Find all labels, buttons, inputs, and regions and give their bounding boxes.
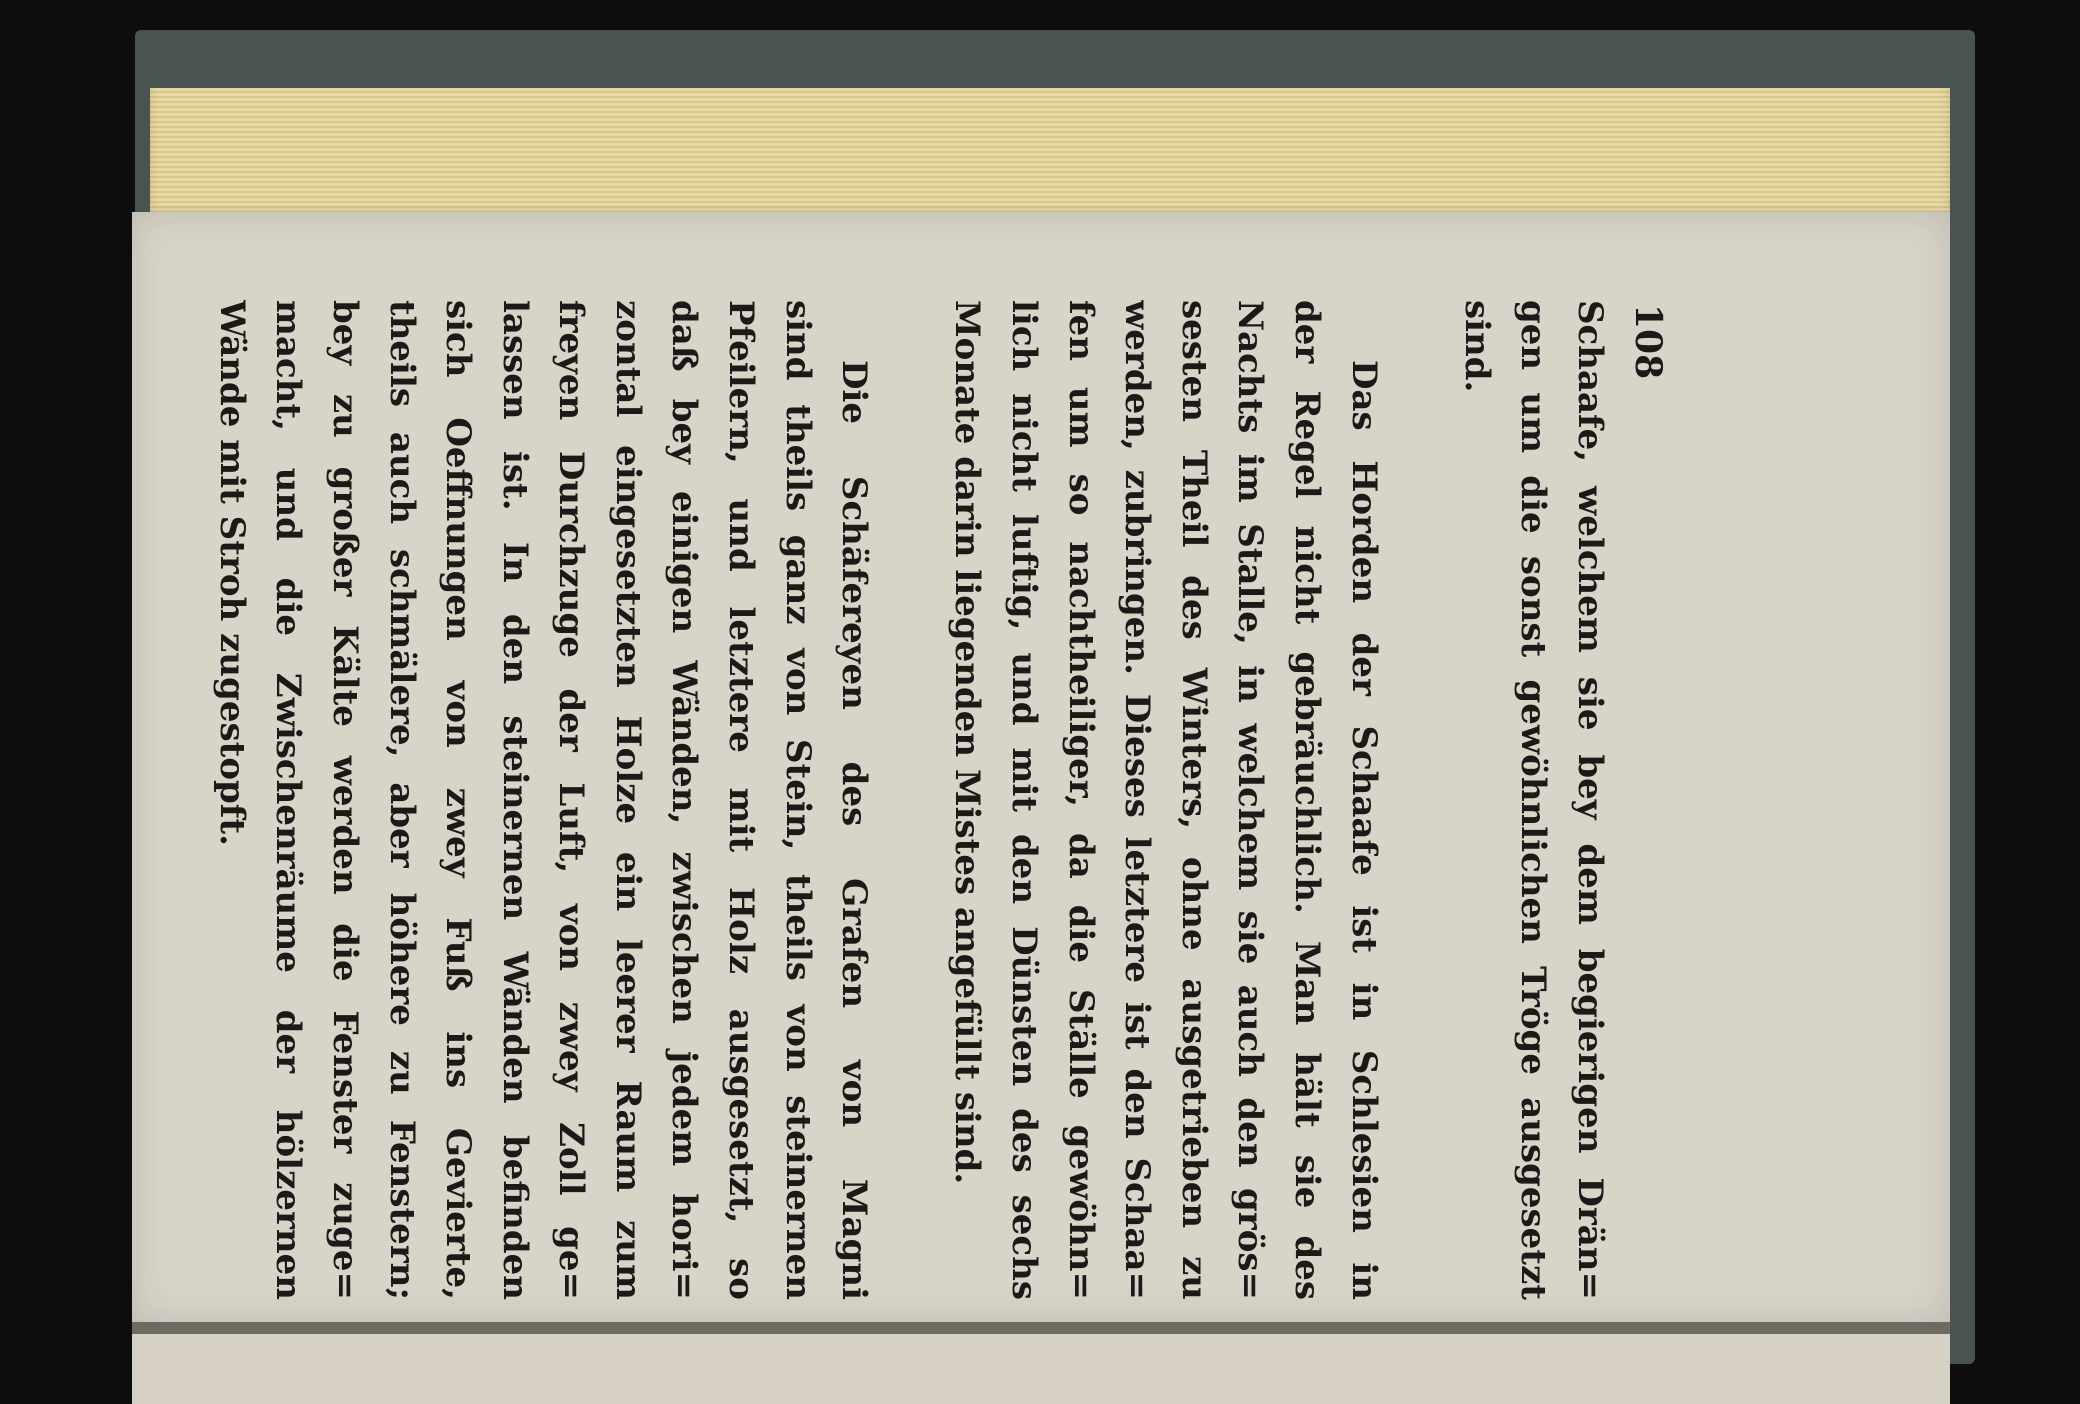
paragraph-3: [203, 300, 882, 1300]
text-line: Monate darin liegenden Mistes angefüllt sind.: [947, 300, 988, 1185]
paragraph-2: [939, 300, 1392, 1300]
text-line: sesten Theil des Winters, ohne ausgetrieben zu: [1173, 300, 1214, 1300]
paragraph-1: [1448, 300, 1618, 1300]
text-line: freyen Durchzuge der Luft, von zwey Zoll ge=: [551, 300, 592, 1300]
text-line: lassen ist. In den steinernen Wänden befinden: [494, 300, 535, 1300]
paragraph-gap: [1392, 300, 1449, 1300]
text-line: sind theils ganz von Stein, theils von steinernen: [777, 300, 818, 1300]
page-gutter: [132, 1322, 1950, 1334]
text-line: Das Horden der Schaafe ist in Schlesien in: [1343, 360, 1384, 1300]
text-line: der Regel nicht gebräuchlich. Man hält sie des: [1287, 300, 1328, 1300]
page-block-edge: [150, 88, 1950, 218]
text-line: werden, zubringen. Dieses letztere ist den Schaa=: [1117, 300, 1158, 1300]
text-line: Nachts im Stalle, in welchem sie auch den grös=: [1230, 300, 1271, 1300]
text-line: gen um die sonst gewöhnlichen Tröge ausgesetzt: [1513, 300, 1554, 1300]
text-line: daß bey einigen Wänden, zwischen jedem hori=: [664, 300, 705, 1300]
page-number: 108: [1627, 304, 1669, 380]
text-line: lich nicht luftig, und mit den Dünsten des sechs: [1004, 300, 1045, 1300]
text-line: bey zu großer Kälte werden die Fenster zuge=: [324, 300, 365, 1300]
text-line: zontal eingesetzten Holze ein leerer Raum zum: [607, 300, 648, 1300]
next-page-edge: [132, 1334, 1950, 1404]
page-text-block: [211, 300, 1678, 1300]
text-line: sind.: [1456, 300, 1497, 393]
text-line: Schaafe, welchem sie bey dem begierigen Drän=: [1570, 300, 1610, 1300]
text-line: fen um so nachtheiliger, da die Ställe gewöhn=: [1060, 300, 1101, 1300]
text-line: theils auch schmälere, aber höhere zu Fenstern;: [381, 300, 422, 1300]
paragraph-gap: [882, 300, 939, 1300]
text-line: Wände mit Stroh zugestopft.: [211, 300, 252, 846]
text-line: macht, und die Zwischenräume der hölzernen: [268, 300, 309, 1300]
text-line: Pfeilern, und letztere mit Holz ausgesetzt, so: [721, 300, 762, 1300]
text-line: sich Oeffnungen von zwey Fuß ins Gevierte,: [438, 300, 479, 1300]
text-line: Die Schäfereyen des Grafen von Magni: [834, 360, 875, 1300]
